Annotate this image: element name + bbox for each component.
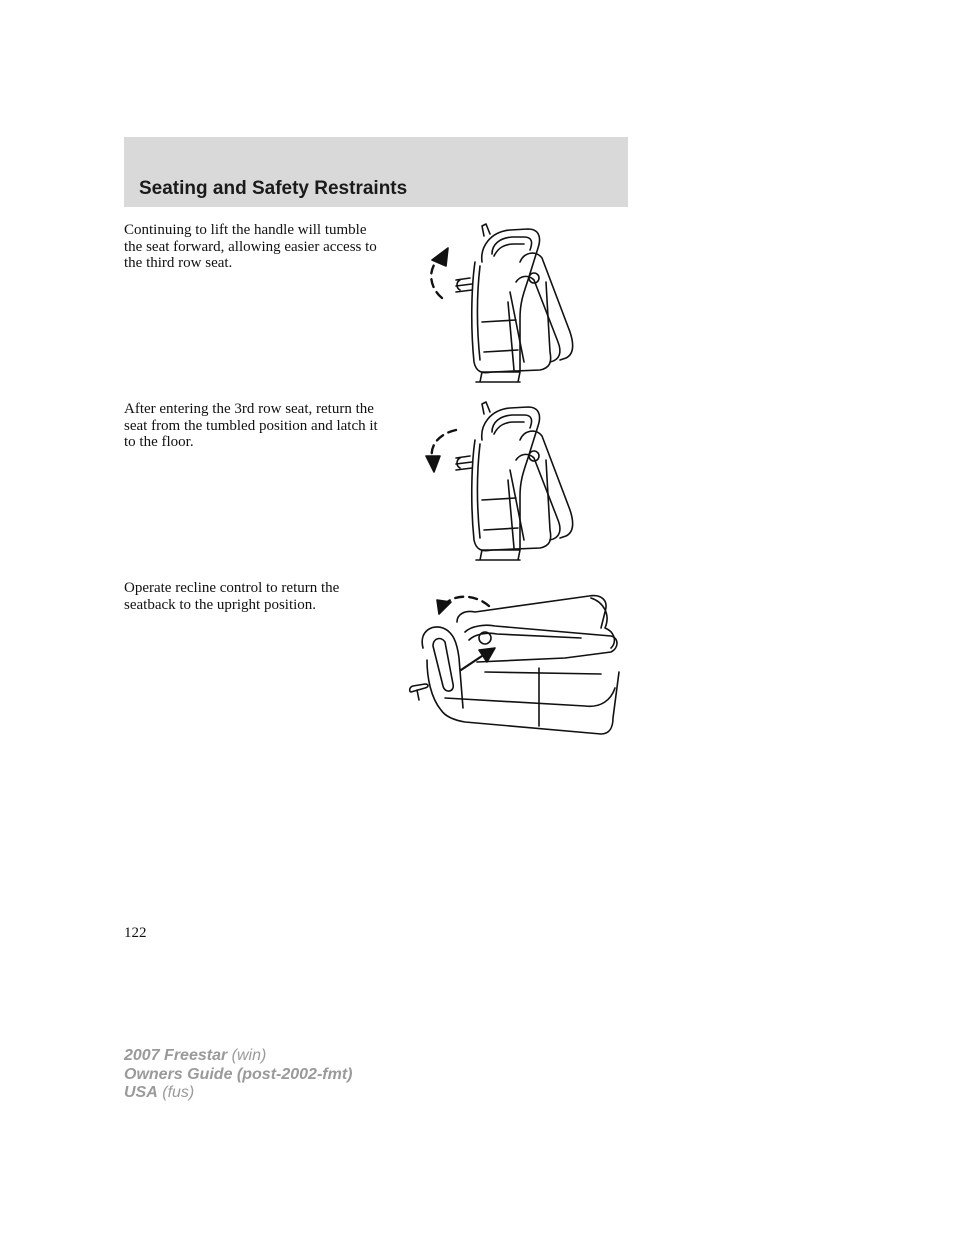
section-title: Seating and Safety Restraints [139, 178, 408, 199]
step-3-text: Operate recline control to return the seatback to the upright position. [124, 580, 340, 613]
step-2-text: After entering the 3rd row seat, return the seat from the tumbled position and latch it to the floor. [124, 401, 378, 450]
figure-seat-return-latch [420, 400, 590, 568]
footer-line-2: Owners Guide (post-2002-fmt) [124, 1065, 353, 1083]
figure-seat-tumble-forward [420, 222, 590, 390]
footer-line-3: USA (fus) [124, 1084, 195, 1101]
figure-seatback-recline [405, 588, 625, 738]
page-number: 122 [124, 925, 147, 941]
step-1-text: Continuing to lift the handle will tumble the seat forward, allowing easier access to the third row seat. [124, 222, 377, 271]
footer-line-1: 2007 Freestar (win) [124, 1047, 267, 1064]
document-footer [124, 1047, 352, 1103]
